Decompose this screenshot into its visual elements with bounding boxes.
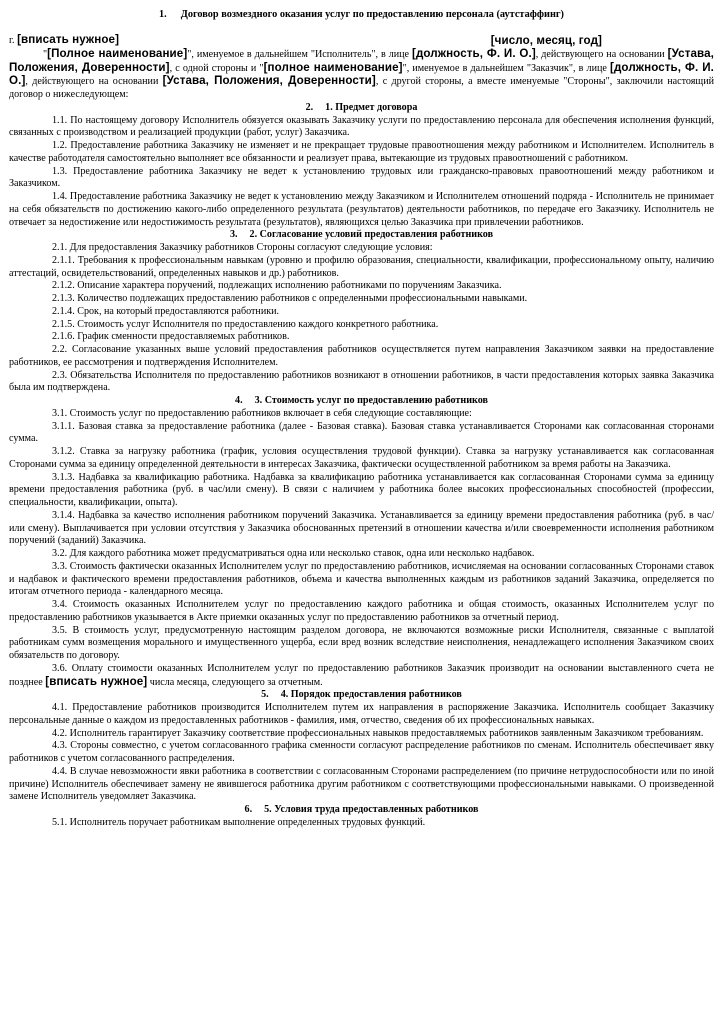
clause-text: 3.6. Оплату стоимости оказанных Исполнителем услуг по предоставлению работников Заказчик производит на основании выставленного счета не позднее — [9, 662, 714, 688]
clause-paragraph: 3.1.3. Надбавка за квалификацию работника. Надбавка за квалификацию работника устанавливается как согласованная Сторонами сумма за единицу времени предоставления работника (руб. в час/или смену). В связи с наличием у работника более высоких профессиональных способностей (профессии, специальности, квалификации, опыта). — [9, 471, 714, 508]
intro-text: , с другой стороны, а вместе именуемые "Стороны", заключили настоящий договор о нижеследующем: — [9, 76, 714, 100]
date-placeholder: [число, месяц, год] — [490, 34, 602, 47]
city-placeholder: [вписать нужное] — [17, 33, 120, 46]
clause-paragraph: 2.1.6. График сменности предоставляемых работников. — [52, 331, 290, 343]
intro-text: ", именуемое в дальнейшем "Исполнитель", в лице — [187, 48, 412, 60]
document-title-number: 1. — [159, 9, 167, 20]
executor-basis-placeholder: [Устава, Положения, Доверенности] — [9, 46, 714, 74]
place-date-row — [9, 33, 714, 48]
document-title-text: Договор возмездного оказания услуг по предоставлению персонала (аутстаффинг) — [180, 9, 564, 20]
customer-basis-placeholder: [Устава, Положения, Доверенности] — [162, 74, 376, 88]
clause-paragraph: 3.4. Стоимость оказанных Исполнителем услуг по предоставлению каждого работника и общая стоимость, оказанных Исполнителем услуг по предоставлению работников указывается в Акте приемки оказанных услуг по предоставлению работников за отчетный период. — [9, 599, 714, 623]
clause-paragraph: 2.1.5. Стоимость услуг Исполнителя по предоставлению каждого конкретного работника. — [52, 318, 439, 330]
clause-paragraph: 1.4. Предоставление работника Заказчику не ведет к установлению между Заказчиком и Исполнителем отношений подряда - Исполнитель не принимает на себя обязательств по достижению какого-либо определенного результата (результатов) деятельности работников, по передаче его Заказчику. Исполнитель не отвечает за недостижение или недостижимость результата (результатов), являющихся целью Заказчика при привлечении работников. — [9, 191, 714, 228]
clause-paragraph: 1.1. По настоящему договору Исполнитель обязуется оказывать Заказчику услуги по предоставлению персонала для обеспечения исполнения функций, связанных с производством и реализацией продукции (работ, услуг) Заказчика. — [9, 114, 714, 139]
clause-paragraph: 3.5. В стоимость услуг, предусмотренную настоящим разделом договора, не включаются возможные риски Исполнителя, связанные с выплатой работникам сумм возмещения морального и имущественного ущерба, если вред возник вследствие неисполнения, ненадлежащего исполнения Заказчиком своих обязательств по договору. — [9, 624, 714, 661]
intro-paragraph — [9, 48, 714, 102]
section-number: 6. — [244, 804, 253, 815]
section-number: 4. — [235, 395, 243, 406]
section-heading — [9, 229, 714, 242]
clause-paragraph: 3.2. Для каждого работника может предусматриваться одна или несколько ставок, одна или несколько надбавок. — [52, 548, 535, 559]
clause-paragraph: 3.1.2. Ставка за нагрузку работника (график, условия осуществления трудовой функции). Ставка за нагрузку устанавливается как согласованная Сторонами сумма за единицу определенной деятельности в интересах Заказчика, фактически осуществленной работником за время работы на Заказчика. — [9, 446, 714, 470]
intro-text: , с одной стороны и " — [169, 62, 264, 74]
intro-text: " — [43, 48, 48, 60]
intro-text: ", именуемое в дальнейшем "Заказчик", в лице — [402, 62, 610, 74]
payment-day-placeholder: [вписать нужное] — [45, 674, 148, 688]
clause-paragraph-payment — [9, 663, 714, 690]
section-heading — [9, 804, 714, 817]
section-title: 1. Предмет договора — [325, 101, 418, 113]
clause-paragraph: 3.3. Стоимость фактически оказанных Исполнителем услуг по предоставлению работников, исчисляемая на основании согласованных Сторонами ставок и надбавок и фактического времени предоставления работников, объема и качества выполненных каждым из работников заданий Заказчика, определяется по итогам отчетного периода - календарного месяца. — [9, 560, 714, 598]
clause-paragraph: 4.3. Стороны совместно, с учетом согласованного графика сменности согласуют распределение работников по сменам. Исполнитель обеспечивает явку работников с учетом согласованного распределения. — [9, 740, 714, 764]
section-title: 2. Согласование условий предоставления работников — [249, 229, 494, 241]
clause-paragraph: 1.2. Предоставление работника Заказчику не изменяет и не прекращает трудовые правоотношения между работником и Исполнителем. Исполнитель в качестве работодателя самостоятельно выполняет все обязанности и реализует права, вытекающие из трудовых правоотношений с работником. — [9, 140, 714, 164]
clause-paragraph: 2.1.4. Срок, на который предоставляются работники. — [52, 305, 280, 317]
section-title: 4. Порядок предоставления работников — [280, 689, 462, 701]
section-heading — [9, 102, 714, 115]
clause-text: числа месяца, следующего за отчетным. — [147, 676, 323, 688]
section-heading — [9, 689, 714, 702]
clause-paragraph: 4.1. Предоставление работников производится Исполнителем путем их направления в распоряжение Заказчика. Исполнитель сообщает Заказчику персональные данные о каждом из предоставленных работников - фамилия, имя, отчество, сведения об их профессиональных навыках. — [9, 702, 714, 726]
clause-paragraph: 4.2. Исполнитель гарантирует Заказчику соответствие профессиональных навыков предоставляемых работников заявленным Заказчиком требованиям. — [52, 727, 704, 739]
clause-paragraph: 2.2. Согласование указанных выше условий предоставления работников осуществляется путем направления Заказчиком заявки на предоставление работников, ее рассмотрения и подтверждения Исполнителем. — [9, 344, 714, 368]
section-number: 3. — [229, 229, 238, 241]
section-title: 5. Условия труда предоставленных работников — [264, 804, 479, 815]
clause-paragraph: 2.1.1. Требования к профессиональным навыкам (уровню и профилю образования, специальности, квалификации, профессиональному опыту, наличию аттестаций, освидетельствований, определенных навыков и др.) работников. — [9, 254, 714, 279]
section-title: 3. Стоимость услуг по предоставлению работников — [254, 395, 488, 406]
intro-text: , действующего на основании — [535, 48, 668, 60]
document-title — [9, 9, 714, 22]
clause-paragraph: 5.1. Исполнитель поручает работникам выполнение определенных трудовых функций. — [52, 816, 426, 828]
section-number: 5. — [261, 689, 269, 701]
clause-paragraph: 4.4. В случае невозможности явки работника в соответствии с согласованным Сторонами распределением (по причине нетрудоспособности или по иной причине) Исполнитель обеспечивает замену не явившегося работника другим работником с соответствующими профессиональными навыками. О произведенной замене Исполнитель уведомляет Заказчика. — [9, 765, 714, 803]
clause-paragraph: 2.1.3. Количество подлежащих предоставлению работников с определенными профессиональными навыками. — [52, 293, 528, 304]
clause-paragraph: 2.1.2. Описание характера поручений, подлежащих исполнению работниками по поручениям Заказчика. — [52, 280, 502, 292]
executor-position-placeholder: [должность, Ф. И. О.] — [411, 46, 536, 60]
city-prefix: г. — [9, 35, 18, 46]
clause-paragraph: 3.1.1. Базовая ставка за предоставление работника (далее - Базовая ставка). Базовая ставка устанавливается Сторонами как согласованная сторонами сумма. — [9, 420, 714, 445]
section-heading — [9, 395, 714, 408]
clause-paragraph: 2.3. Обязательства Исполнителя по предоставлению работников возникают в отношении работников, в части предоставления которых заявка Заказчика была им подтверждена. — [9, 369, 714, 394]
city-line — [9, 34, 119, 48]
intro-text: , действующего на основании — [25, 76, 163, 88]
clause-paragraph: 2.1. Для предоставления Заказчику работников Стороны согласуют следующие условия: — [52, 242, 433, 253]
clause-paragraph: 3.1. Стоимость услуг по предоставлению работников включает в себя следующие составляющие: — [52, 407, 472, 419]
customer-position-placeholder: [должность, Ф. И. О.] — [9, 60, 715, 88]
section-number: 2. — [305, 101, 314, 113]
clause-paragraph: 1.3. Предоставление работника Заказчику не ведет к установлению трудовых или гражданско-правовых правоотношений между работником и Заказчиком. — [9, 165, 714, 190]
clause-paragraph: 3.1.4. Надбавка за качество исполнения работником поручений Заказчика. Устанавливается за единицу времени предоставления работника (руб. в час/ или смену). Выплачивается при условии отсутствия у Заказчика обоснованных претензий в отношении качества и/или своевременности исполнения работником поручений (заданий) Заказчика. — [9, 509, 714, 547]
executor-name-placeholder: [Полное наименование] — [47, 46, 188, 60]
customer-name-placeholder: [полное наименование] — [263, 60, 403, 74]
